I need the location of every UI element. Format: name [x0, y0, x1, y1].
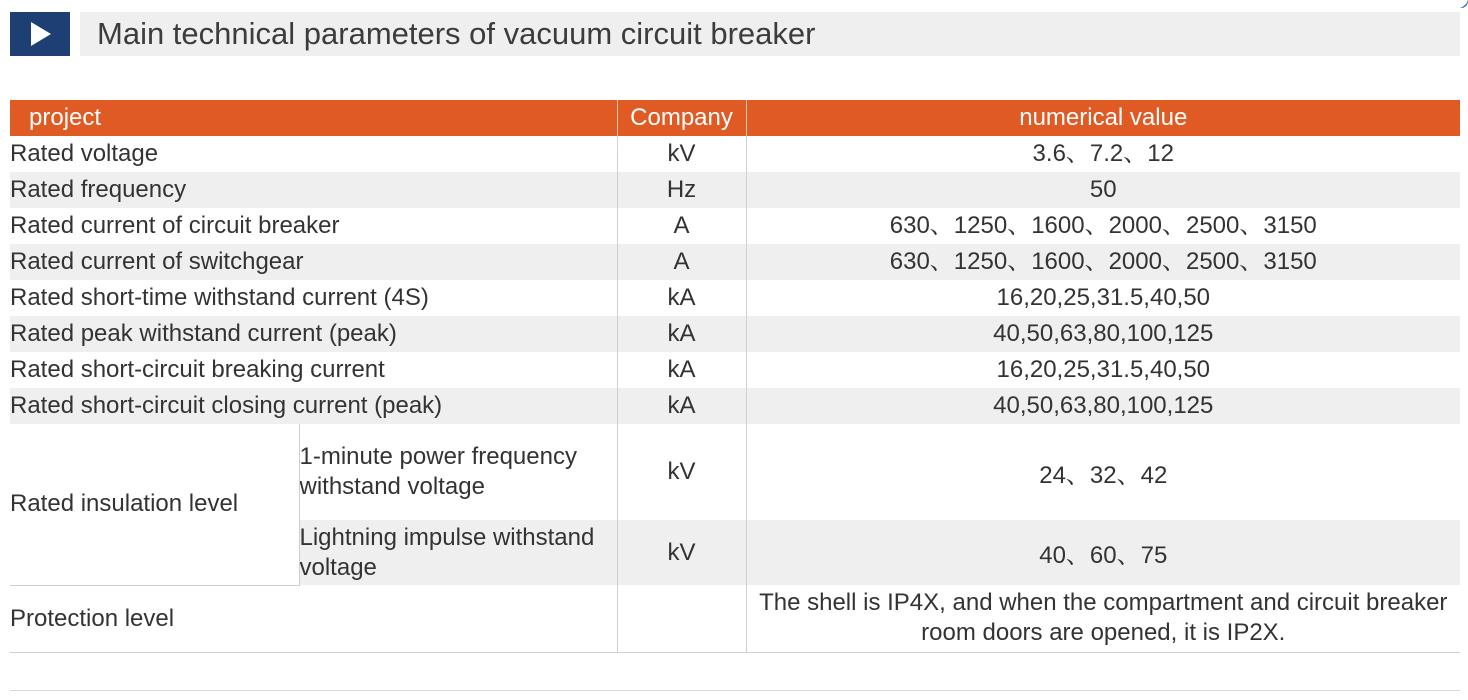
column-header-project: project — [10, 100, 617, 136]
table-row — [10, 388, 1460, 424]
table-row — [10, 352, 1460, 388]
insulation-label: Rated insulation level — [10, 424, 299, 585]
table-row — [10, 172, 1460, 208]
row-unit — [617, 585, 746, 652]
row-unit: kA — [617, 388, 746, 424]
parameters-table — [10, 100, 1460, 653]
row-project: Rated current of switchgear — [10, 244, 617, 280]
column-header-company: Company — [617, 100, 746, 136]
row-unit: A — [617, 208, 746, 244]
row-unit: Hz — [617, 172, 746, 208]
section-marker — [10, 12, 70, 56]
page-title: Main technical parameters of vacuum circuit breaker — [80, 12, 1460, 56]
play-icon — [29, 21, 53, 47]
section-header — [10, 12, 1460, 56]
row-value: 630、1250、1600、2000、2500、3150 — [889, 212, 1317, 239]
table-row — [10, 244, 1460, 280]
row-value: 16,20,25,31.5,40,50 — [996, 284, 1211, 311]
row-value: 40,50,63,80,100,125 — [746, 316, 1460, 352]
row-value: 50 — [746, 172, 1460, 208]
row-unit: kA — [617, 280, 746, 316]
row-value: 3.6、7.2、12 — [1032, 140, 1174, 167]
row-project: Rated peak withstand current (peak) — [10, 316, 617, 352]
row-value: 40,50,63,80,100,125 — [746, 388, 1460, 424]
bottom-divider — [10, 690, 1460, 691]
row-value: 16,20,25,31.5,40,50 — [996, 356, 1211, 383]
row-project: Rated frequency — [10, 172, 617, 208]
table-row — [10, 208, 1460, 244]
table-row — [10, 136, 1460, 172]
row-project: Rated short-circuit breaking current — [10, 356, 385, 383]
row-unit: kV — [617, 424, 746, 520]
table-row — [10, 280, 1460, 316]
row-project: Protection level — [10, 585, 617, 652]
insulation-subitem: 1-minute power frequency withstand voltage — [299, 443, 577, 500]
table-row — [10, 424, 1460, 520]
row-value: 40、60、75 — [746, 520, 1460, 585]
row-project: Rated short-time withstand current (4S) — [10, 284, 429, 311]
table-row — [10, 585, 1460, 652]
table-row — [10, 316, 1460, 352]
row-project: Rated voltage — [10, 140, 159, 167]
row-unit: kA — [617, 352, 746, 388]
corner-decoration-icon — [1460, 0, 1468, 8]
row-project: Rated current of circuit breaker — [10, 212, 340, 239]
column-header-value: numerical value — [746, 100, 1460, 136]
row-unit: A — [617, 244, 746, 280]
row-unit: kV — [617, 520, 746, 585]
row-value: 24、32、42 — [1039, 461, 1168, 489]
table-header-row — [10, 100, 1460, 136]
row-unit: kV — [617, 136, 746, 172]
row-value: 630、1250、1600、2000、2500、3150 — [746, 244, 1460, 280]
row-unit: kA — [617, 316, 746, 352]
row-value: The shell is IP4X, and when the compartment and circuit breaker room doors are opened, it is IP2X. — [746, 585, 1460, 652]
row-project: Rated short-circuit closing current (peak) — [10, 388, 617, 424]
insulation-subitem: Lightning impulse withstand voltage — [299, 520, 617, 585]
